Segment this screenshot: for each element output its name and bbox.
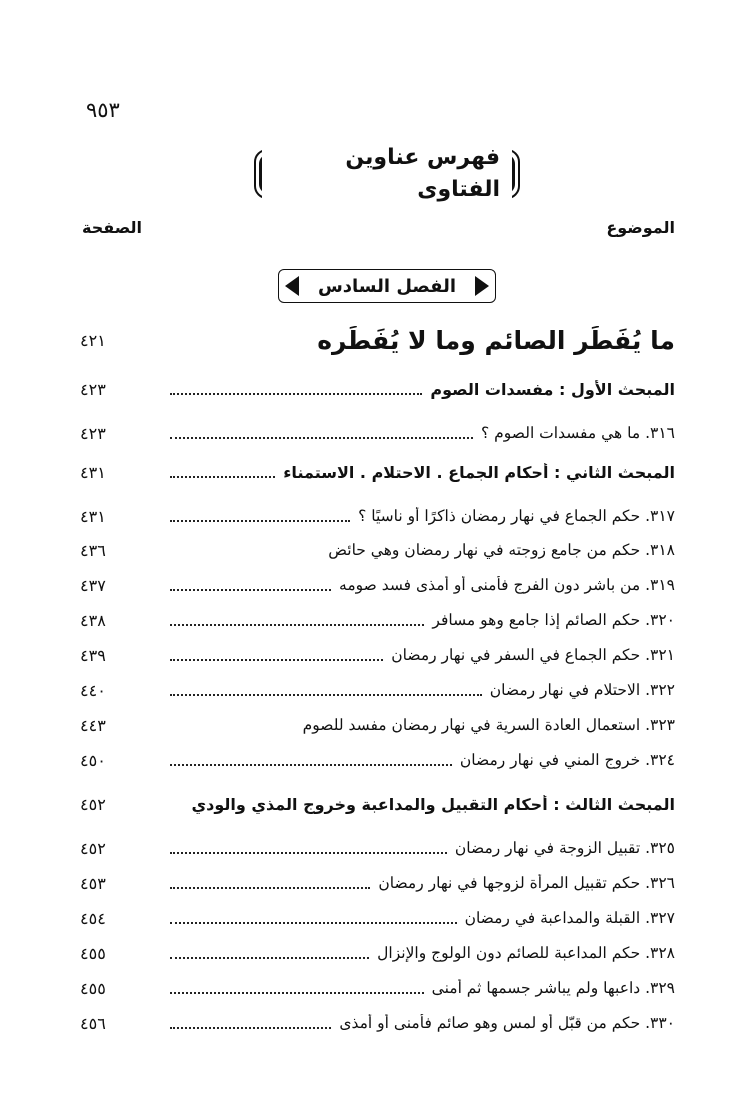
- entry-page: ٤٤٣: [80, 715, 106, 735]
- entry-body: [170, 751, 675, 769]
- entry-page: ٤٢٣: [80, 423, 106, 443]
- item-entry: [80, 603, 675, 637]
- entry-body: [170, 541, 675, 559]
- entry-body: [170, 611, 675, 629]
- entry-page: ٤٢٣: [80, 379, 106, 399]
- entry-body: [170, 716, 675, 734]
- entry-title: ٣١٩. من باشر دون الفرج فأمنى أو أمذى فسد صومه: [339, 576, 675, 594]
- entry-title: ٣٢٦. حكم تقبيل المرأة لزوجها في نهار رمضان: [378, 874, 675, 892]
- banner-frame: [259, 145, 515, 202]
- dot-leader: [170, 475, 275, 478]
- chapter-heading: [278, 269, 496, 303]
- entry-title: ٣٢٥. تقبيل الزوجة في نهار رمضان: [454, 839, 675, 857]
- dot-leader: [170, 991, 424, 994]
- entry-body: [170, 380, 675, 399]
- entry-title: ٣٢٠. حكم الصائم إذا جامع وهو مسافر: [432, 611, 675, 629]
- dot-leader: [170, 693, 482, 696]
- item-entry: [80, 533, 675, 567]
- entry-title: ٣٢٣. استعمال العادة السرية في نهار رمضان مفسد للصوم: [302, 716, 675, 734]
- item-entry: [80, 708, 675, 742]
- entry-page: ٤٢١: [80, 330, 106, 350]
- item-entry: [80, 638, 675, 672]
- item-entry: [80, 936, 675, 970]
- page-number: ٩٥٣: [86, 98, 120, 122]
- dot-leader: [170, 658, 383, 661]
- entry-title: ٣١٧. حكم الجماع في نهار رمضان ذاكرًا أو ناسيًا ؟: [358, 507, 675, 525]
- item-entry: [80, 1006, 675, 1040]
- entry-page: ٤٣٧: [80, 575, 106, 595]
- entry-title: ٣١٨. حكم من جامع زوجته في نهار رمضان وهي حائض: [328, 541, 675, 559]
- item-entry: [80, 866, 675, 900]
- item-entry: [80, 673, 675, 707]
- entry-title: ٣٢٩. داعبها ولم يباشر جسمها ثم أمنى: [431, 979, 675, 997]
- dot-leader: [170, 1026, 331, 1029]
- entry-body: [170, 1014, 675, 1032]
- entry-title: ٣٢٧. القبلة والمداعبة في رمضان: [464, 909, 675, 927]
- entry-body: [170, 944, 675, 962]
- entry-title: المبحث الثاني : أحكام الجماع . الاحتلام . الاستمناء: [283, 462, 675, 482]
- entry-title: ما يُفَطِّر الصائم وما لا يُفَطِّره: [317, 325, 675, 355]
- entry-page: ٤٥٥: [80, 978, 106, 998]
- dot-leader: [170, 392, 422, 395]
- entry-page: ٤٤٠: [80, 680, 106, 700]
- topic-column-header: الموضوع: [606, 218, 675, 237]
- dot-leader: [170, 519, 350, 522]
- entry-page: ٤٣٩: [80, 645, 106, 665]
- entry-page: ٤٥٢: [80, 838, 106, 858]
- left-arrow-icon: [285, 276, 299, 296]
- dot-leader: [170, 436, 473, 439]
- entry-page: ٤٥٢: [80, 794, 106, 814]
- entry-body: [170, 326, 675, 355]
- entry-body: [170, 507, 675, 525]
- dot-leader: [170, 623, 424, 626]
- dot-leader: [170, 921, 457, 924]
- entry-page: ٤٥٦: [80, 1013, 106, 1033]
- entry-title: المبحث الثالث : أحكام التقبيل والمداعبة وخروج المذي والودي: [191, 794, 675, 814]
- entry-body: [170, 463, 675, 482]
- entry-title: ٣٢٢. الاحتلام في نهار رمضان: [489, 681, 675, 699]
- entry-page: ٤٥٠: [80, 750, 106, 770]
- section-entry: [80, 323, 675, 357]
- entry-body: [170, 795, 675, 814]
- entry-body: [170, 681, 675, 699]
- item-entry: [80, 416, 675, 450]
- entry-title: ٣٢١. حكم الجماع في السفر في نهار رمضان: [391, 646, 675, 664]
- entry-title: ٣٣٠. حكم من قبّل أو لمس وهو صائم فأمنى أو أمذى: [339, 1014, 675, 1032]
- entry-page: ٤٣٦: [80, 540, 106, 560]
- dot-leader: [170, 763, 452, 766]
- index-title-banner: [254, 145, 520, 202]
- entry-page: ٤٥٥: [80, 943, 106, 963]
- dot-leader: [170, 588, 331, 591]
- item-entry: [80, 568, 675, 602]
- entry-body: [170, 839, 675, 857]
- entry-page: ٤٥٤: [80, 908, 106, 928]
- heading-entry: [80, 372, 675, 406]
- item-entry: [80, 971, 675, 1005]
- item-entry: [80, 901, 675, 935]
- entry-body: [170, 979, 675, 997]
- entry-title: ٣٢٤. خروج المني في نهار رمضان: [459, 751, 675, 769]
- entry-page: ٤٣١: [80, 462, 106, 482]
- item-entry: [80, 499, 675, 533]
- entry-body: [170, 909, 675, 927]
- item-entry: [80, 831, 675, 865]
- right-arrow-icon: [475, 276, 489, 296]
- entry-page: ٤٣١: [80, 506, 106, 526]
- dot-leader: [170, 956, 369, 959]
- dot-leader: [170, 886, 370, 889]
- page-column-header: الصفحة: [82, 218, 143, 237]
- heading-entry: [80, 787, 675, 821]
- entry-title: ٣١٦. ما هي مفسدات الصوم ؟: [481, 424, 675, 442]
- banner-title: فهرس عناوين الفتاوى: [262, 142, 512, 206]
- entry-body: [170, 874, 675, 892]
- dot-leader: [170, 851, 447, 854]
- entry-page: ٤٥٣: [80, 873, 106, 893]
- heading-entry: [80, 455, 675, 489]
- entry-body: [170, 576, 675, 594]
- entry-title: ٣٢٨. حكم المداعبة للصائم دون الولوج والإنزال: [377, 944, 675, 962]
- item-entry: [80, 743, 675, 777]
- entry-page: ٤٣٨: [80, 610, 106, 630]
- chapter-label: الفصل السادس: [317, 275, 457, 297]
- entry-body: [170, 646, 675, 664]
- entry-body: [170, 424, 675, 442]
- entry-title: المبحث الأول : مفسدات الصوم: [430, 379, 675, 399]
